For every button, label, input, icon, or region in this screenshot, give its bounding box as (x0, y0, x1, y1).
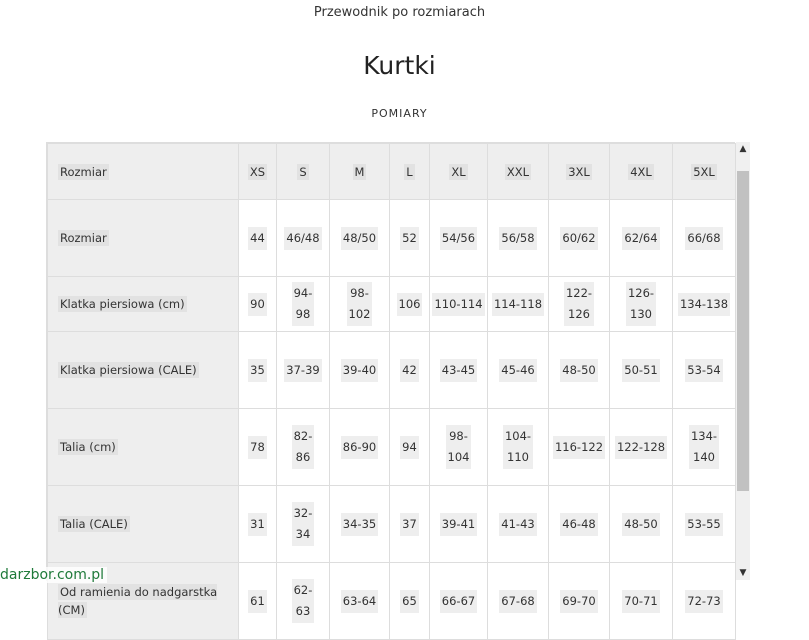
header-label: 5XL (693, 164, 715, 179)
header-size-m (330, 144, 390, 200)
row-label-cell (48, 486, 239, 563)
value-box (400, 359, 419, 382)
table-row (48, 332, 736, 409)
value-line: 42 (402, 362, 417, 377)
value-line: 52 (402, 230, 417, 245)
value-line: 116-122 (554, 439, 604, 454)
row-label: Klatka piersiowa (CALE) (60, 363, 197, 377)
size-table-body (48, 144, 736, 640)
size-value-xl (430, 277, 488, 332)
size-value-3xl (549, 563, 610, 640)
value-box (626, 282, 656, 326)
value-box (503, 425, 533, 469)
header-label: L (406, 164, 413, 179)
size-value-m (330, 200, 390, 277)
scroll-down-arrow-icon[interactable]: ▼ (739, 568, 747, 578)
value-box (341, 359, 378, 382)
row-label: Rozmiar (60, 231, 107, 245)
value-line: 130 (630, 307, 652, 321)
value-box (685, 359, 722, 382)
size-value-5xl (673, 409, 736, 486)
value-box (341, 513, 378, 536)
value-box (446, 425, 472, 469)
value-line: 104 (447, 450, 470, 464)
value-line: 62- (293, 583, 313, 597)
value-line: 65 (402, 593, 417, 608)
value-line: 94- (293, 286, 313, 300)
table-row (48, 409, 736, 486)
size-value-xs (239, 409, 277, 486)
value-line: 126- (627, 286, 655, 300)
value-line: 45-46 (501, 362, 535, 377)
value-box (248, 359, 267, 382)
value-line: 82- (293, 429, 313, 443)
value-line: 86-90 (342, 439, 377, 454)
size-value-s (277, 332, 330, 409)
table-row (48, 563, 736, 640)
value-line: 72-73 (687, 593, 721, 608)
value-box (622, 513, 659, 536)
size-value-s (277, 563, 330, 640)
size-value-3xl (549, 486, 610, 563)
size-value-l (390, 277, 430, 332)
value-line: 66-67 (441, 593, 476, 608)
value-box (284, 227, 321, 250)
value-line: 43-45 (441, 362, 476, 377)
table-header-row (48, 144, 736, 200)
value-box (432, 293, 484, 316)
value-line: 63-64 (342, 593, 377, 608)
value-box (560, 590, 597, 613)
value-line: 126 (568, 307, 590, 321)
row-label-cell (48, 277, 239, 332)
size-value-xs (239, 486, 277, 563)
value-line: 48-50 (562, 362, 596, 377)
value-box (622, 359, 659, 382)
size-value-s (277, 200, 330, 277)
table-row (48, 486, 736, 563)
value-box (564, 282, 594, 326)
value-line: 67-68 (501, 593, 535, 608)
header-size-xs (239, 144, 277, 200)
value-line: 48-50 (624, 516, 658, 531)
section-label: POMIARY (371, 107, 428, 120)
value-line: 63 (295, 604, 311, 618)
value-line: 110-114 (434, 296, 483, 311)
value-line: 39-41 (441, 516, 476, 531)
size-value-m (330, 277, 390, 332)
value-box (248, 227, 267, 250)
size-value-xs (239, 200, 277, 277)
size-value-xl (430, 332, 488, 409)
value-line: 86 (295, 450, 311, 464)
watermark: darzbor.com.pl (0, 567, 107, 583)
value-box (499, 359, 536, 382)
value-line: 32- (293, 506, 313, 520)
value-line: 62/64 (624, 230, 658, 245)
value-box (400, 436, 419, 459)
page-subtitle: Przewodnik po rozmiarach (313, 5, 486, 20)
value-line: 48/50 (342, 230, 377, 245)
value-line: 110 (507, 450, 529, 464)
size-table (47, 143, 736, 640)
row-label: Talia (cm) (60, 440, 116, 454)
size-value-3xl (549, 332, 610, 409)
header-size-l (390, 144, 430, 200)
size-value-xxl (488, 200, 549, 277)
size-value-5xl (673, 277, 736, 332)
value-line: 37 (402, 516, 417, 531)
size-value-s (277, 277, 330, 332)
size-value-5xl (673, 200, 736, 277)
page-title: Kurtki (363, 50, 436, 80)
size-value-s (277, 409, 330, 486)
value-line: 31 (250, 516, 265, 531)
header-size-5xl (673, 144, 736, 200)
value-line: 90 (250, 296, 265, 311)
value-box (440, 359, 477, 382)
size-value-l (390, 563, 430, 640)
value-line: 41-43 (501, 516, 535, 531)
row-label-cell (48, 332, 239, 409)
header-label: S (299, 164, 307, 179)
value-box (553, 436, 605, 459)
size-value-m (330, 563, 390, 640)
size-value-xxl (488, 486, 549, 563)
size-value-xxl (488, 277, 549, 332)
value-box (292, 502, 315, 546)
value-box (560, 513, 597, 536)
size-value-xl (430, 200, 488, 277)
size-value-xl (430, 486, 488, 563)
value-line: 78 (250, 439, 265, 454)
value-box (248, 513, 267, 536)
header-label: XL (451, 164, 466, 179)
header-size-s (277, 144, 330, 200)
value-box (560, 227, 597, 250)
value-line: 44 (250, 230, 265, 245)
value-box (400, 513, 419, 536)
value-box (341, 436, 378, 459)
value-line: 46-48 (562, 516, 596, 531)
size-value-xs (239, 332, 277, 409)
value-box (499, 227, 536, 250)
value-box (678, 293, 730, 316)
size-value-xxl (488, 563, 549, 640)
size-value-xxl (488, 332, 549, 409)
size-value-xs (239, 277, 277, 332)
size-value-4xl (610, 332, 673, 409)
header-label: Rozmiar (60, 164, 107, 179)
header-size-xl (430, 144, 488, 200)
value-line: 66/68 (687, 230, 721, 245)
vertical-scrollbar[interactable] (736, 142, 750, 580)
value-line: 34 (295, 527, 311, 541)
value-line: 94 (402, 439, 417, 454)
value-box (622, 590, 659, 613)
scrollbar-thumb[interactable] (737, 171, 749, 491)
value-box (615, 436, 667, 459)
size-value-3xl (549, 200, 610, 277)
header-rozmiar (48, 144, 239, 200)
value-line: 134- (690, 429, 718, 443)
value-line: 61 (250, 593, 265, 608)
value-box (347, 282, 373, 326)
value-line: 34-35 (342, 516, 377, 531)
size-value-5xl (673, 486, 736, 563)
value-box (248, 293, 267, 316)
value-box (499, 590, 536, 613)
value-box (341, 227, 378, 250)
size-value-m (330, 332, 390, 409)
value-line: 53-55 (687, 516, 721, 531)
size-value-s (277, 486, 330, 563)
value-line: 56/58 (501, 230, 535, 245)
value-line: 35 (250, 362, 265, 377)
value-box (292, 282, 315, 326)
size-value-m (330, 409, 390, 486)
header-label: 3XL (568, 164, 590, 179)
value-line: 104- (504, 429, 532, 443)
size-value-4xl (610, 486, 673, 563)
size-value-m (330, 486, 390, 563)
value-box (400, 590, 419, 613)
header-size-4xl (610, 144, 673, 200)
size-value-xxl (488, 409, 549, 486)
value-box (689, 425, 719, 469)
header-label: XS (249, 164, 266, 179)
size-value-l (390, 486, 430, 563)
header-label: M (354, 164, 365, 179)
table-row (48, 200, 736, 277)
size-value-4xl (610, 277, 673, 332)
size-value-3xl (549, 277, 610, 332)
value-line: 39-40 (342, 362, 377, 377)
size-value-4xl (610, 200, 673, 277)
size-value-l (390, 332, 430, 409)
header-label: XXL (506, 164, 530, 179)
value-box (248, 590, 267, 613)
value-box (341, 590, 378, 613)
value-box (685, 590, 722, 613)
value-line: 122-128 (616, 439, 666, 454)
row-label: Klatka piersiowa (cm) (60, 297, 185, 311)
value-line: 53-54 (687, 362, 721, 377)
size-value-4xl (610, 563, 673, 640)
value-box (284, 359, 321, 382)
size-value-4xl (610, 409, 673, 486)
value-box (400, 227, 419, 250)
size-value-xs (239, 563, 277, 640)
value-line: 98- (449, 429, 468, 443)
size-value-xl (430, 563, 488, 640)
size-value-l (390, 409, 430, 486)
row-label: Od ramienia do nadgarstka (CM) (58, 585, 218, 617)
value-line: 46/48 (286, 230, 320, 245)
size-value-l (390, 200, 430, 277)
value-box (397, 293, 423, 316)
header-label: 4XL (630, 164, 652, 179)
value-box (440, 227, 477, 250)
value-line: 54/56 (441, 230, 476, 245)
value-box (292, 579, 315, 623)
row-label-cell (48, 409, 239, 486)
size-value-5xl (673, 332, 736, 409)
value-box (685, 227, 722, 250)
header-size-3xl (549, 144, 610, 200)
value-line: 134-138 (679, 296, 729, 311)
size-value-3xl (549, 409, 610, 486)
value-line: 60/62 (562, 230, 596, 245)
value-box (622, 227, 659, 250)
value-line: 106 (398, 296, 421, 311)
size-value-xl (430, 409, 488, 486)
value-line: 98 (295, 307, 311, 321)
value-line: 140 (693, 450, 715, 464)
value-line: 37-39 (286, 362, 320, 377)
value-line: 98- (350, 286, 369, 300)
value-box (492, 293, 544, 316)
row-label: Talia (CALE) (60, 517, 128, 531)
value-box (685, 513, 722, 536)
value-box (248, 436, 267, 459)
value-box (440, 513, 477, 536)
size-value-5xl (673, 563, 736, 640)
value-line: 102 (348, 307, 371, 321)
scroll-up-arrow-icon[interactable]: ▲ (739, 144, 747, 154)
value-box (560, 359, 597, 382)
table-row (48, 277, 736, 332)
value-line: 114-118 (493, 296, 543, 311)
value-box (292, 425, 315, 469)
value-box (499, 513, 536, 536)
value-line: 69-70 (562, 593, 596, 608)
value-line: 50-51 (624, 362, 658, 377)
header-size-xxl (488, 144, 549, 200)
value-line: 122- (565, 286, 593, 300)
value-line: 70-71 (624, 593, 658, 608)
row-label-cell (48, 200, 239, 277)
value-box (440, 590, 477, 613)
